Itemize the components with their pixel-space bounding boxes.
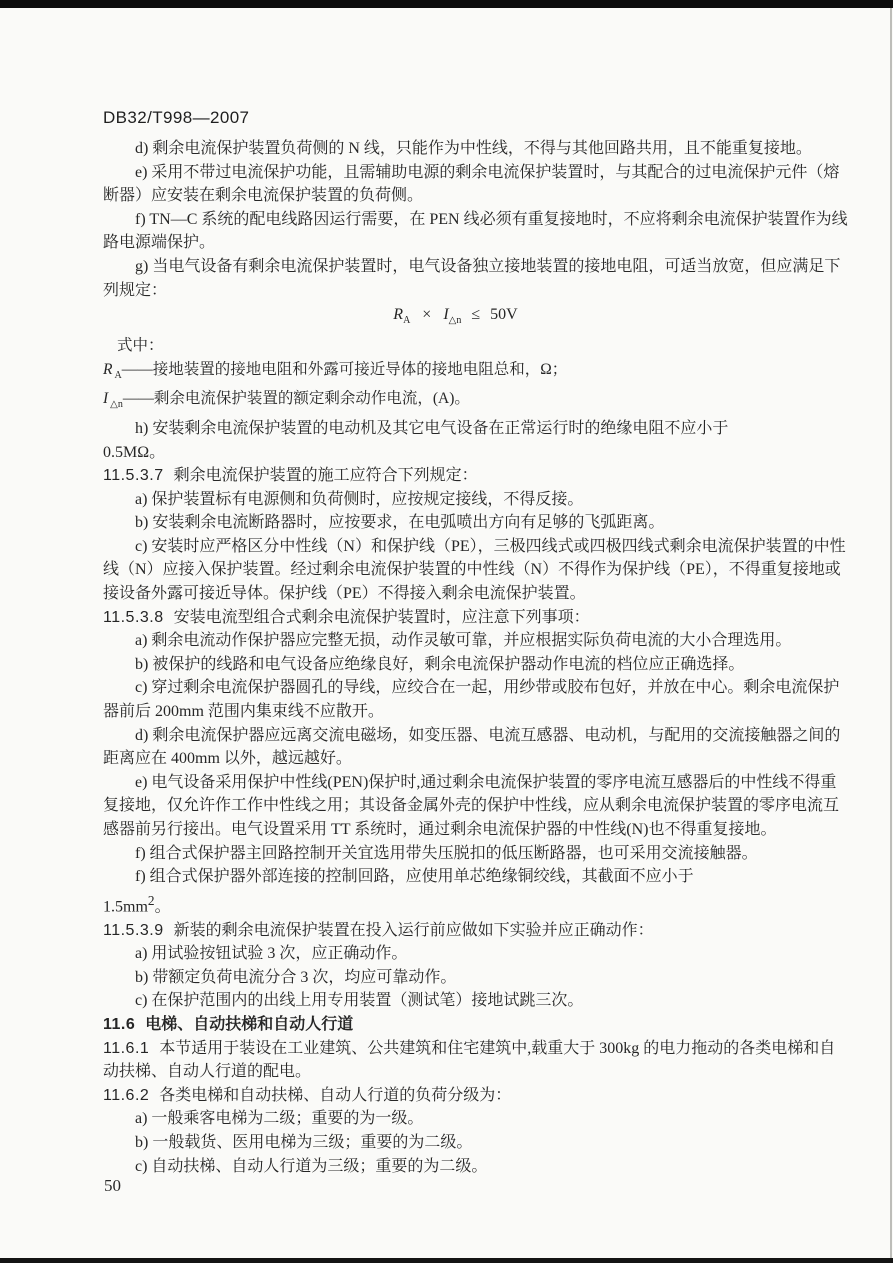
formula-value: 50V xyxy=(490,306,518,324)
item-e: e) 采用不带过电流保护功能，且需辅助电源的剩余电流保护装置时，与其配合的过电流保护元件（熔断器）应安装在剩余电流保护装置的负荷侧。 xyxy=(103,163,840,205)
mm-exponent: 2 xyxy=(147,892,155,908)
scan-edge-top xyxy=(0,0,893,8)
clause-title: 安装电流型组合式剩余电流保护装置时，应注意下列事项： xyxy=(173,608,590,626)
definition-idn xyxy=(103,387,848,417)
section-11-5-3-7 xyxy=(103,464,848,488)
item-62b: b) 一般载货、医用电梯为三级；重要的为二级。 xyxy=(135,1134,473,1152)
formula-relation: ≤ xyxy=(471,306,481,324)
page-content xyxy=(103,137,848,1178)
scan-edge-right xyxy=(890,8,892,1258)
clause-number: 11.6 xyxy=(103,1016,136,1034)
where-label: 式中： xyxy=(117,336,164,354)
item-g: g) 当电气设备有剩余电流保护装置时，电气设备独立接地装置的接地电阻，可适当放宽，但应满足下列规定： xyxy=(103,257,841,299)
definition-ra xyxy=(103,358,848,388)
definition-idn-subscript: △n xyxy=(110,399,123,411)
formula-var-i: I xyxy=(443,306,449,324)
item-d: d) 剩余电流保护装置负荷侧的 N 线，只能作为中性线，不得与其他回路共用，且不能重复接地。 xyxy=(135,140,812,157)
item-9c: c) 在保护范围内的出线上用专用装置（测试笔）接地试跳三次。 xyxy=(135,992,584,1010)
clause-number: 11.6.1 xyxy=(103,1039,150,1057)
definition-ra-subscript: A xyxy=(114,369,122,381)
clause-number: 11.6.2 xyxy=(103,1086,150,1104)
item-8e: e) 电气设备采用保护中性线(PEN)保护时,通过剩余电流保护装置的零序电流互感器后的中性线不得重复接地，仅允许作工作中性线之用；其设备金属外壳的保护中性线，应从剩余电流保护装置的零序电流互感器前另行接出。电气设置采用 TT 系统时，通过剩余电流保护器的中性线(N)也不得重复接地。 xyxy=(103,773,840,838)
page-number: 50 xyxy=(104,1176,121,1195)
item-8a: a) 剩余电流动作保护器应完整无损，动作灵敏可靠，并应根据实际负荷电流的大小合理选用。 xyxy=(135,632,792,650)
formula-sub-r: A xyxy=(403,315,411,327)
clause-number: 11.5.3.9 xyxy=(103,921,164,939)
item-7c: c) 安装时应严格区分中性线（N）和保护线（PE），三极四线式或四极四线式剩余电流保护装置的中性线（N）应接入保护装置。经过剩余电流保护装置的中性线（N）不得作为保护线（PE），不得重复接地或接设备外露可接近导体。保护线（PE）不得接入剩余电流保护装置。 xyxy=(103,537,846,603)
clause-text: 各类电梯和自动扶梯、自动人行道的负荷分级为： xyxy=(159,1086,512,1104)
formula-operator: × xyxy=(422,306,432,324)
heading-11-6 xyxy=(103,1013,848,1037)
definition-idn-symbol: I xyxy=(103,390,109,408)
formula-sub-i: △n xyxy=(448,315,462,327)
item-h-line1: h) 安装剩余电流保护装置的电动机及其它电气设备在正常运行时的绝缘电阻不应小于 xyxy=(135,419,729,437)
clause-number: 11.5.3.8 xyxy=(103,608,164,626)
item-8f1: f) 组合式保护器主回路控制开关宜选用带失压脱扣的低压断路器，也可采用交流接触器。 xyxy=(135,844,758,862)
item-62c: c) 自动扶梯、自动人行道为三级；重要的为二级。 xyxy=(135,1157,488,1175)
section-11-5-3-8 xyxy=(103,606,848,630)
item-8b: b) 被保护的线路和电气设备应绝缘良好，剩余电流保护器动作电流的档位应正确选择。 xyxy=(135,655,745,673)
section-11-5-3-9 xyxy=(103,919,848,943)
formula-var-r: R xyxy=(393,306,404,324)
clause-number: 11.5.3.7 xyxy=(103,467,164,485)
section-11-6-1 xyxy=(103,1037,848,1084)
definition-ra-text: ——接地装置的接地电阻和外露可接近导体的接地电阻总和，Ω； xyxy=(121,360,568,378)
item-h-continuation: 0.5MΩ。 xyxy=(103,443,166,461)
item-8f2-line1: f) 组合式保护器外部连接的控制回路，应使用单芯绝缘铜绞线，其截面不应小于 xyxy=(135,868,694,886)
item-7a: a) 保护装置标有电源侧和负荷侧时，应按规定接线，不得反接。 xyxy=(135,490,584,508)
item-f: f) TN—C 系统的配电线路因运行需要，在 PEN 线必须有重复接地时，不应将剩余电流保护装置作为线路电源端保护。 xyxy=(103,210,848,252)
standard-number: DB32/T998—2007 xyxy=(103,108,250,127)
item-62a: a) 一般乘客电梯为二级；重要的为一级。 xyxy=(135,1110,424,1128)
clause-text: 本节适用于装设在工业建筑、公共建筑和住宅建筑中,载重大于 300kg 的电力拖动的各类电梯和自动扶梯、自动人行道的配电。 xyxy=(103,1039,836,1081)
mm-period: 。 xyxy=(154,898,171,916)
item-8f2-continuation xyxy=(103,889,848,919)
clause-title: 新装的剩余电流保护装置在投入运行前应做如下实验并应正确动作： xyxy=(173,921,654,939)
clause-title: 剩余电流保护装置的施工应符合下列规定： xyxy=(173,467,478,485)
definition-ra-symbol: R xyxy=(103,360,113,378)
scan-edge-bottom xyxy=(0,1258,893,1263)
heading-title: 电梯、自动扶梯和自动人行道 xyxy=(145,1016,354,1034)
item-9b: b) 带额定负荷电流分合 3 次，均应可靠动作。 xyxy=(135,968,457,986)
mm-value: 1.5mm xyxy=(103,898,148,916)
item-9a: a) 用试验按钮试验 3 次，应正确动作。 xyxy=(135,945,408,963)
item-7b: b) 安装剩余电流断路器时，应按要求，在电弧喷出方向有足够的飞弧距离。 xyxy=(135,514,665,532)
definition-idn-text: ——剩余电流保护装置的额定剩余动作电流，(A)。 xyxy=(122,390,470,408)
formula xyxy=(103,303,848,333)
section-11-6-2 xyxy=(103,1084,848,1108)
item-8c: c) 穿过剩余电流保护器圆孔的导线，应绞合在一起，用纱带或胶布包好，并放在中心。剩余电流保护器前后 200mm 范围内集束线不应散开。 xyxy=(103,679,840,721)
item-8d: d) 剩余电流保护器应远离交流电磁场，如变压器、电流互感器、电动机，与配用的交流接触器之间的距离应在 400mm 以外，越远越好。 xyxy=(103,726,841,768)
